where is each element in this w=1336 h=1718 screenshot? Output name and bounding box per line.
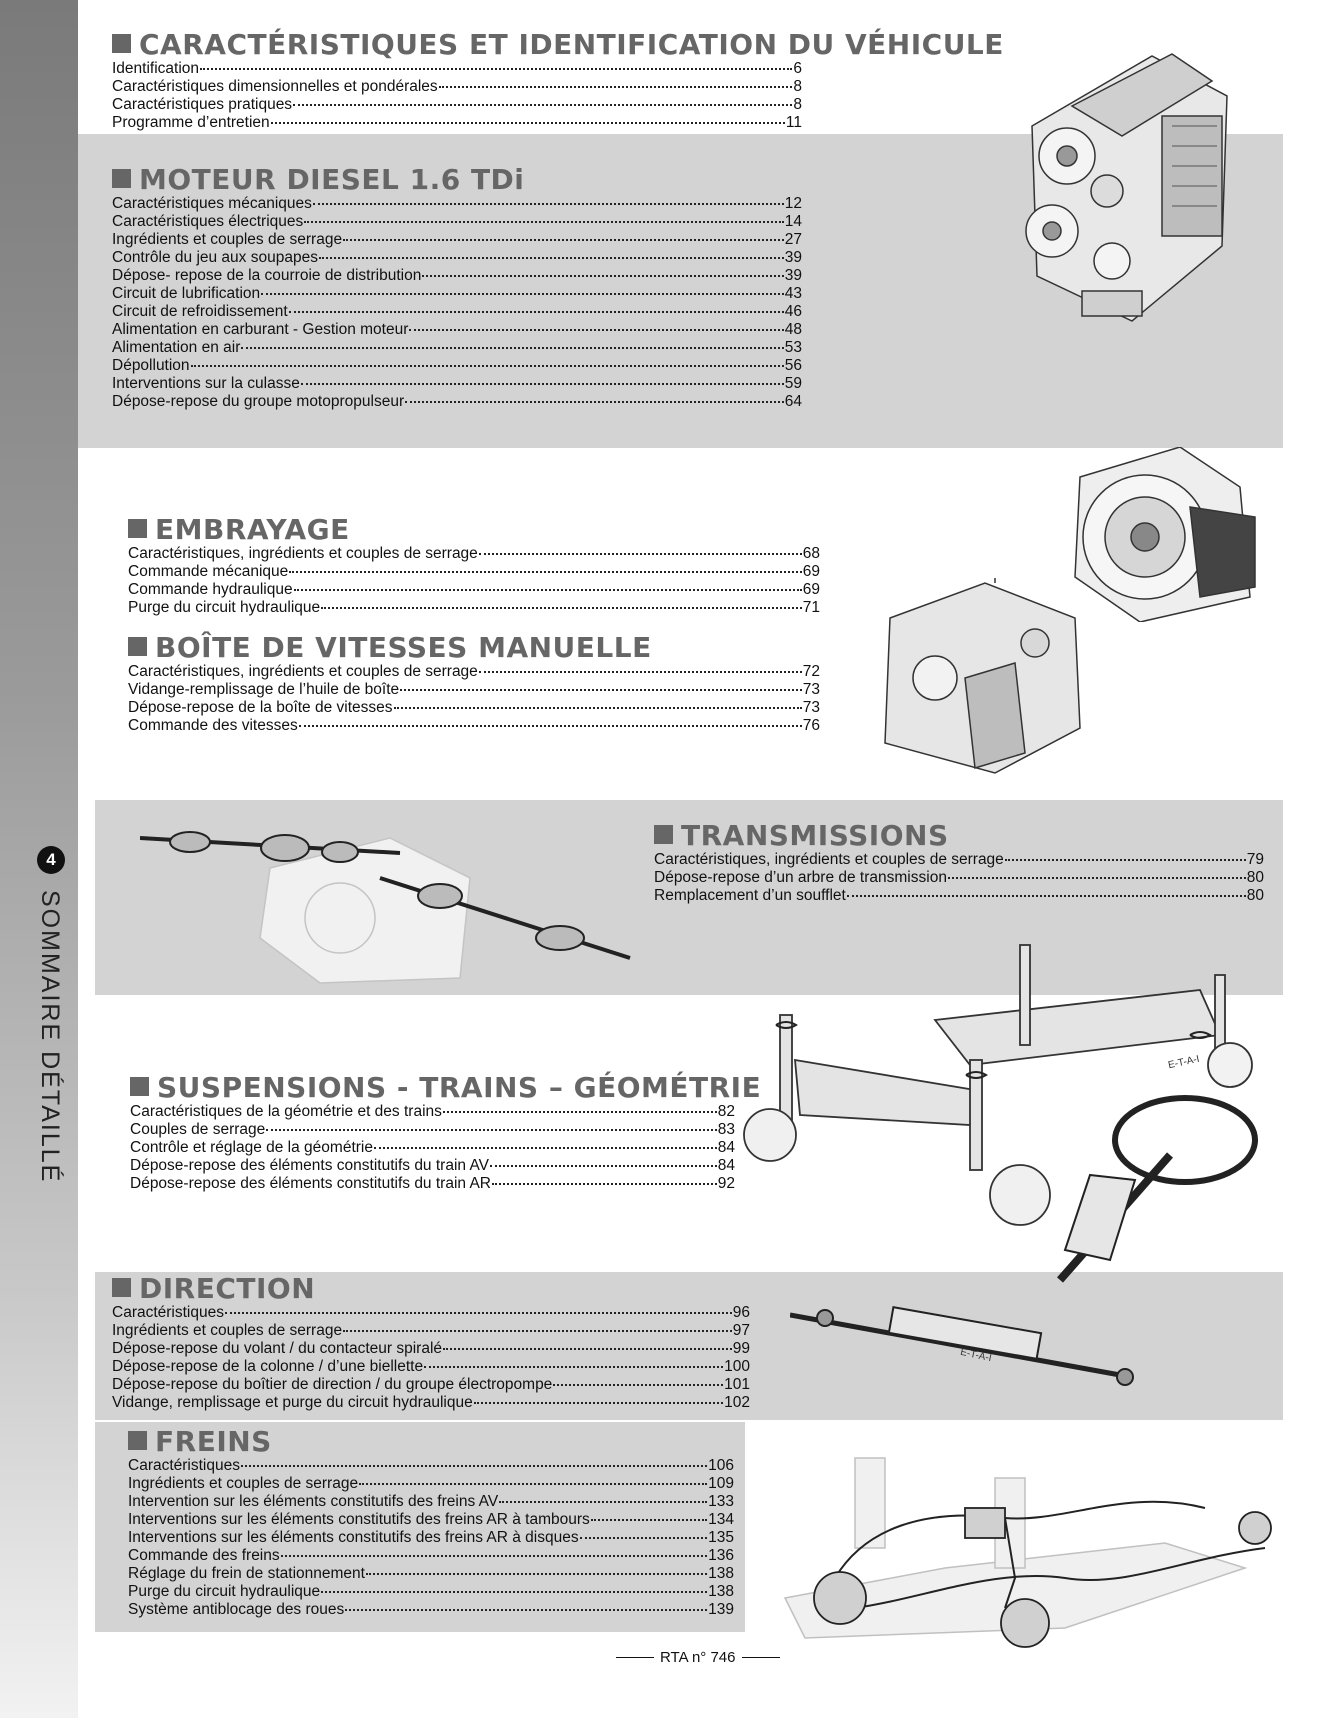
toc-leader-dots — [241, 347, 783, 349]
toc-entry-label: Dépose-repose du boîtier de direction / du groupe électropompe — [112, 1376, 553, 1393]
toc-entry-label: Caractéristiques, ingrédients et couples de serrage — [654, 851, 1004, 868]
toc-entry-page: 97 — [732, 1322, 750, 1339]
toc-entry[interactable] — [128, 599, 820, 617]
toc-leader-dots — [580, 1537, 708, 1539]
toc-entry-page: 8 — [793, 78, 802, 95]
toc-entry-label: Caractéristiques de la géométrie et des trains — [130, 1103, 442, 1120]
toc-leader-dots — [439, 86, 793, 88]
section-embrayage — [128, 515, 820, 617]
toc-entry-label: Couples de serrage — [130, 1121, 266, 1138]
toc-entry[interactable] — [128, 545, 820, 563]
toc-entry-label: Circuit de lubrification — [112, 285, 261, 302]
toc-entry[interactable] — [112, 1340, 750, 1358]
toc-entry[interactable] — [654, 869, 1264, 887]
toc-entry-page: 101 — [724, 1376, 750, 1393]
bullet-square-icon — [112, 169, 131, 188]
toc-entry-label: Alimentation en air — [112, 339, 241, 356]
toc-entry-page: 133 — [708, 1493, 734, 1510]
toc-entry-label: Dépose-repose du volant / du contacteur spiralé — [112, 1340, 443, 1357]
toc-leader-dots — [366, 1573, 707, 1575]
toc-entry-page: 79 — [1246, 851, 1264, 868]
footer-rule-right — [742, 1657, 780, 1659]
toc-entry[interactable] — [112, 393, 802, 411]
toc-entry[interactable] — [112, 231, 802, 249]
toc-entry-list — [112, 1304, 750, 1412]
section-suspensions — [130, 1071, 762, 1193]
toc-entry[interactable] — [130, 1121, 735, 1139]
toc-entry-page: 102 — [724, 1394, 750, 1411]
toc-entry[interactable] — [112, 1376, 750, 1394]
toc-entry[interactable] — [112, 114, 802, 132]
toc-entry-label: Commande hydraulique — [128, 581, 293, 598]
toc-entry-page: 109 — [708, 1475, 734, 1492]
toc-entry-label: Caractéristiques — [112, 1304, 224, 1321]
page-number-badge: 4 — [37, 846, 65, 874]
toc-entry-label: Caractéristiques mécaniques — [112, 195, 312, 212]
toc-entry-page: 43 — [784, 285, 802, 302]
illustration-watermark: E-T-A-I — [959, 1346, 993, 1365]
toc-entry[interactable] — [112, 78, 802, 96]
toc-entry[interactable] — [112, 321, 802, 339]
footer-rule-left — [616, 1657, 654, 1659]
toc-entry-label: Remplacement d’un soufflet — [654, 887, 846, 904]
toc-leader-dots — [479, 671, 802, 673]
gearbox-illustration — [875, 578, 1090, 778]
toc-entry-page: 134 — [708, 1511, 734, 1528]
toc-entry[interactable] — [128, 1565, 734, 1583]
bullet-square-icon — [130, 1077, 149, 1096]
section-transmissions — [654, 821, 1264, 905]
toc-entry-label: Caractéristiques, ingrédients et couples de serrage — [128, 545, 478, 562]
toc-entry-label: Commande des vitesses — [128, 717, 298, 734]
toc-entry-label: Caractéristiques électriques — [112, 213, 304, 230]
toc-entry[interactable] — [128, 663, 820, 681]
toc-entry-page: 138 — [708, 1583, 734, 1600]
toc-leader-dots — [289, 571, 801, 573]
toc-entry-page: 135 — [708, 1529, 734, 1546]
toc-entry-label: Caractéristiques pratiques — [112, 96, 293, 113]
toc-leader-dots — [241, 1465, 707, 1467]
toc-leader-dots — [266, 1129, 716, 1131]
bullet-square-icon — [112, 1278, 131, 1297]
bullet-square-icon — [128, 1431, 147, 1450]
toc-entry-label: Dépollution — [112, 357, 190, 374]
toc-entry-label: Ingrédients et couples de serrage — [128, 1475, 359, 1492]
toc-leader-dots — [1005, 859, 1246, 861]
toc-entry[interactable] — [128, 1529, 734, 1547]
engine-illustration — [1012, 46, 1242, 336]
toc-entry[interactable] — [112, 213, 802, 231]
toc-entry-label: Dépose- repose de la courroie de distribution — [112, 267, 422, 284]
section-title: MOTEUR DIESEL 1.6 TDi — [112, 165, 802, 195]
toc-leader-dots — [294, 589, 802, 591]
toc-leader-dots — [553, 1384, 723, 1386]
toc-entry-page: 96 — [732, 1304, 750, 1321]
toc-entry[interactable] — [128, 1547, 734, 1565]
toc-entry-page: 83 — [717, 1121, 735, 1138]
toc-entry-label: Purge du circuit hydraulique — [128, 1583, 321, 1600]
footer — [610, 1649, 770, 1666]
toc-entry[interactable] — [112, 303, 802, 321]
toc-entry-label: Ingrédients et couples de serrage — [112, 231, 343, 248]
toc-leader-dots — [847, 895, 1246, 897]
toc-entry[interactable] — [112, 357, 802, 375]
toc-entry-page: 46 — [784, 303, 802, 320]
toc-leader-dots — [343, 1330, 732, 1332]
toc-entry-label: Dépose-repose d’un arbre de transmission — [654, 869, 947, 886]
toc-entry[interactable] — [128, 1583, 734, 1601]
toc-entry-page: 73 — [802, 699, 820, 716]
toc-entry[interactable] — [128, 699, 820, 717]
toc-entry-page: 139 — [708, 1601, 734, 1618]
toc-entry[interactable] — [128, 1511, 734, 1529]
toc-entry[interactable] — [112, 285, 802, 303]
toc-leader-dots — [443, 1111, 717, 1113]
toc-entry-page: 73 — [802, 681, 820, 698]
toc-entry[interactable] — [112, 1304, 750, 1322]
toc-entry-page: 69 — [802, 563, 820, 580]
toc-entry-page: 106 — [708, 1457, 734, 1474]
section-caracteristiques — [112, 28, 1004, 132]
toc-entry-page: 138 — [708, 1565, 734, 1582]
toc-entry[interactable] — [130, 1175, 735, 1193]
toc-entry-label: Caractéristiques — [128, 1457, 240, 1474]
toc-leader-dots — [374, 1147, 717, 1149]
section-title: EMBRAYAGE — [128, 515, 820, 545]
toc-entry[interactable] — [130, 1103, 735, 1121]
toc-entry[interactable] — [654, 851, 1264, 869]
toc-entry-label: Purge du circuit hydraulique — [128, 599, 321, 616]
toc-entry-page: 12 — [784, 195, 802, 212]
toc-entry-page: 27 — [784, 231, 802, 248]
toc-leader-dots — [490, 1165, 717, 1167]
toc-entry-page: 39 — [784, 249, 802, 266]
toc-entry-list — [112, 195, 802, 411]
toc-entry-page: 71 — [802, 599, 820, 616]
sidebar-title: SOMMAIRE DÉTAILLÉ — [36, 890, 64, 1184]
toc-entry-page: 136 — [708, 1547, 734, 1564]
toc-entry[interactable] — [128, 1457, 734, 1475]
toc-entry-label: Vidange, remplissage et purge du circuit hydraulique — [112, 1394, 473, 1411]
toc-leader-dots — [200, 68, 792, 70]
toc-entry-list — [128, 663, 820, 735]
toc-entry[interactable] — [128, 1601, 734, 1619]
toc-entry-label: Dépose-repose des éléments constitutifs du train AV — [130, 1157, 489, 1174]
toc-entry-page: 99 — [732, 1340, 750, 1357]
toc-entry-page: 64 — [784, 393, 802, 410]
toc-leader-dots — [948, 877, 1246, 879]
toc-entry-page: 48 — [784, 321, 802, 338]
toc-entry[interactable] — [112, 195, 802, 213]
brake-system-illustration — [765, 1448, 1275, 1648]
toc-entry[interactable] — [128, 581, 820, 599]
toc-leader-dots — [400, 689, 802, 691]
toc-leader-dots — [225, 1312, 732, 1314]
toc-entry-label: Contrôle du jeu aux soupapes — [112, 249, 318, 266]
clutch-illustration — [1060, 447, 1260, 622]
toc-entry-page: 59 — [784, 375, 802, 392]
toc-entry-label: Interventions sur la culasse — [112, 375, 300, 392]
toc-entry[interactable] — [112, 1322, 750, 1340]
toc-entry-label: Dépose-repose du groupe motopropulseur — [112, 393, 405, 410]
toc-leader-dots — [304, 221, 783, 223]
toc-entry-page: 68 — [802, 545, 820, 562]
toc-entry-label: Dépose-repose de la colonne / d’une biellette — [112, 1358, 424, 1375]
toc-entry-page: 69 — [802, 581, 820, 598]
bullet-square-icon — [128, 637, 147, 656]
section-title: DIRECTION — [112, 1274, 750, 1304]
toc-entry-label: Caractéristiques dimensionnelles et pondérales — [112, 78, 438, 95]
section-title: SUSPENSIONS - TRAINS – GÉOMÉTRIE — [130, 1073, 735, 1103]
toc-entry-page: 11 — [785, 114, 802, 131]
toc-entry-page: 6 — [793, 60, 802, 77]
footer-text: RTA n° 746 — [660, 1649, 736, 1666]
toc-entry-page: 82 — [717, 1103, 735, 1120]
toc-entry[interactable] — [112, 1394, 750, 1412]
toc-leader-dots — [289, 311, 784, 313]
section-title: FREINS — [128, 1427, 734, 1457]
toc-entry-label: Circuit de refroidissement — [112, 303, 288, 320]
toc-entry-page: 84 — [717, 1157, 735, 1174]
toc-entry[interactable] — [112, 96, 802, 114]
toc-entry-page: 92 — [717, 1175, 735, 1192]
toc-leader-dots — [359, 1483, 707, 1485]
toc-entry-label: Réglage du frein de stationnement — [128, 1565, 365, 1582]
toc-entry-label: Identification — [112, 60, 200, 77]
toc-entry[interactable] — [112, 1358, 750, 1376]
toc-entry[interactable] — [112, 375, 802, 393]
toc-leader-dots — [313, 203, 784, 205]
toc-leader-dots — [343, 239, 784, 241]
toc-leader-dots — [301, 383, 784, 385]
toc-entry-label: Alimentation en carburant - Gestion moteur — [112, 321, 409, 338]
toc-leader-dots — [261, 293, 784, 295]
toc-entry-label: Contrôle et réglage de la géométrie — [130, 1139, 373, 1156]
toc-leader-dots — [422, 275, 783, 277]
toc-entry[interactable] — [112, 249, 802, 267]
toc-leader-dots — [281, 1555, 708, 1557]
toc-entry[interactable] — [128, 1493, 734, 1511]
section-title: CARACTÉRISTIQUES ET IDENTIFICATION DU VÉHICULE — [112, 30, 802, 60]
toc-entry[interactable] — [112, 339, 802, 357]
toc-entry[interactable] — [130, 1139, 735, 1157]
toc-leader-dots — [299, 725, 802, 727]
toc-entry-label: Caractéristiques, ingrédients et couples de serrage — [128, 663, 478, 680]
toc-entry[interactable] — [128, 681, 820, 699]
toc-entry-label: Commande mécanique — [128, 563, 289, 580]
toc-entry-page: 14 — [784, 213, 802, 230]
toc-entry-page: 72 — [802, 663, 820, 680]
toc-entry-label: Interventions sur les éléments constitutifs des freins AR à tambours — [128, 1511, 590, 1528]
toc-leader-dots — [345, 1609, 707, 1611]
toc-entry-list — [112, 60, 802, 132]
toc-leader-dots — [479, 553, 802, 555]
bullet-square-icon — [128, 519, 147, 538]
section-direction — [112, 1274, 750, 1412]
section-boite — [128, 633, 820, 735]
toc-entry[interactable] — [128, 1475, 734, 1493]
section-title: TRANSMISSIONS — [654, 821, 1264, 851]
toc-entry[interactable] — [112, 60, 802, 78]
toc-entry-label: Programme d’entretien — [112, 114, 270, 131]
toc-entry-page: 39 — [784, 267, 802, 284]
toc-leader-dots — [319, 257, 784, 259]
steering-illustration — [790, 1085, 1270, 1410]
toc-leader-dots — [443, 1348, 732, 1350]
toc-leader-dots — [409, 329, 783, 331]
toc-entry-list — [130, 1103, 735, 1193]
toc-entry-label: Système antiblocage des roues — [128, 1601, 345, 1618]
toc-leader-dots — [499, 1501, 707, 1503]
toc-leader-dots — [424, 1366, 723, 1368]
toc-entry-page: 56 — [784, 357, 802, 374]
toc-entry[interactable] — [128, 563, 820, 581]
toc-entry-list — [654, 851, 1264, 905]
driveshaft-illustration — [140, 808, 640, 988]
toc-leader-dots — [492, 1183, 717, 1185]
toc-leader-dots — [474, 1402, 723, 1404]
bullet-square-icon — [654, 825, 673, 844]
toc-leader-dots — [321, 1591, 707, 1593]
toc-entry[interactable] — [128, 717, 820, 735]
toc-entry[interactable] — [130, 1157, 735, 1175]
bullet-square-icon — [112, 34, 131, 53]
toc-entry-page: 8 — [793, 96, 802, 113]
toc-entry-page: 76 — [802, 717, 820, 734]
toc-entry-label: Ingrédients et couples de serrage — [112, 1322, 343, 1339]
toc-entry-label: Dépose-repose des éléments constitutifs du train AR — [130, 1175, 491, 1192]
toc-leader-dots — [405, 401, 784, 403]
toc-entry[interactable] — [654, 887, 1264, 905]
toc-entry-page: 80 — [1246, 869, 1264, 886]
toc-entry-page: 84 — [717, 1139, 735, 1156]
toc-entry[interactable] — [112, 267, 802, 285]
toc-leader-dots — [191, 365, 784, 367]
toc-leader-dots — [271, 122, 785, 124]
toc-leader-dots — [321, 607, 802, 609]
toc-entry-list — [128, 1457, 734, 1619]
toc-entry-label: Interventions sur les éléments constitutifs des freins AR à disques — [128, 1529, 579, 1546]
toc-entry-label: Commande des freins — [128, 1547, 280, 1564]
toc-leader-dots — [293, 104, 792, 106]
toc-entry-page: 80 — [1246, 887, 1264, 904]
toc-entry-label: Intervention sur les éléments constitutifs des freins AV — [128, 1493, 499, 1510]
section-freins — [128, 1427, 734, 1619]
toc-entry-page: 100 — [724, 1358, 750, 1375]
toc-leader-dots — [591, 1519, 707, 1521]
section-moteur — [112, 165, 802, 411]
illustration-watermark: E-T-A-I — [1167, 1053, 1201, 1072]
toc-entry-label: Dépose-repose de la boîte de vitesses — [128, 699, 393, 716]
toc-entry-list — [128, 545, 820, 617]
toc-leader-dots — [394, 707, 802, 709]
toc-entry-page: 53 — [784, 339, 802, 356]
toc-entry-label: Vidange-remplissage de l’huile de boîte — [128, 681, 400, 698]
section-title: BOÎTE DE VITESSES MANUELLE — [128, 633, 820, 663]
